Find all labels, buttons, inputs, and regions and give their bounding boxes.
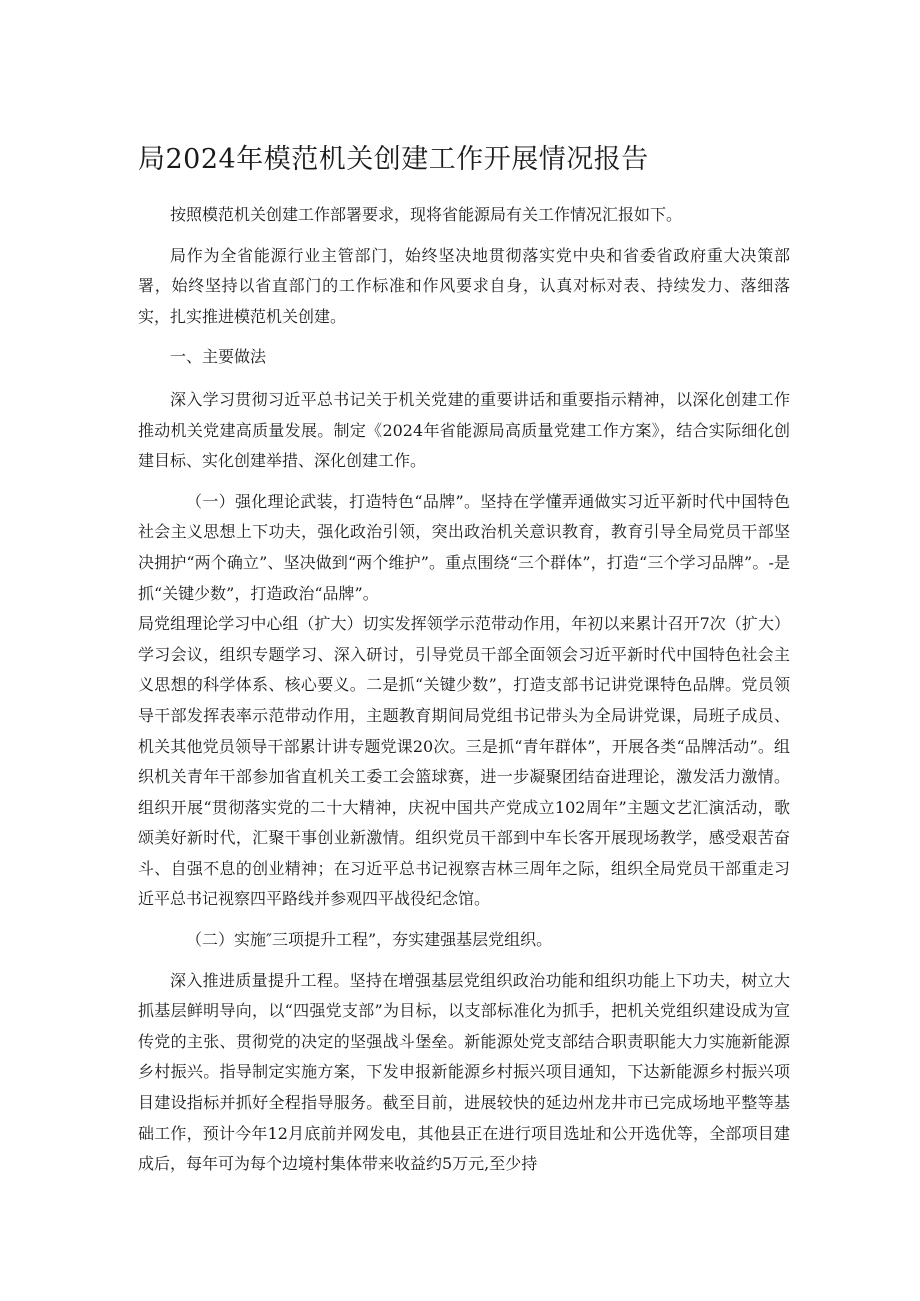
subsection-heading-theory: （一）强化理论武装，打造特色“品牌”。坚持在学懂弄通做实习近平新时代中国特色社会主义思想上下功夫，强化政治引领，突出政治机关意识教育，教育引导全局党员干部坚决拥护“两个确立”、坚决做到“两个维护”。重点围绕“三个群体”，打造“三个学习品牌”。-是抓“关键少数”，打造政治“品牌”。 bbox=[138, 491, 790, 603]
document-title: 局2024年模范机关创建工作开展情况报告 bbox=[138, 144, 649, 175]
body-paragraph: 深入学习贯彻习近平总书记关于机关党建的重要讲话和重要指示精神，以深化创建工作推动机关党建高质量发展。制定《2024年省能源局高质量党建工作方案》，结合实际细化创建目标、实化创建举措、深化创建工作。 bbox=[138, 389, 790, 471]
overview-paragraph: 局作为全省能源行业主管部门，始终坚决地贯彻落实党中央和省委省政府重大决策部署，始终坚持以省直部门的工作标准和作风要求自身，认真对标对表、持续发力、落细落实，扎实推进模范机关创建。 bbox=[138, 245, 790, 326]
body-paragraph-continued: 局党组理论学习中心组（扩大）切实发挥领学示范带动作用，年初以来累计召开7次（扩大）学习会议，组织专题学习、深入研讨，引导党员干部全面领会习近平新时代中国特色社会主义思想的科学体系、核心要义。二是抓“关键少数”，打造支部书记讲党课特色品牌。党员领导干部发挥表率示范带动作用，主题教育期间局党组书记带头为全局讲党课，局班子成员、机关其他党员领导干部累计讲专题党课20次。三是抓“青年群体”，开展各类“品牌活动”。组织机关青年干部参加省直机关工委工会篮球赛，进一步凝聚团结奋进理论，激发活力激情。组织开展“贯彻落实党的二十大精神，庆祝中国共产党成立102周年”主题文艺汇演活动，歌颂美好新时代，汇聚干事创业新激情。组织党员干部到中车长客开展现场教学，感受艰苦奋斗、自强不息的创业精神；在习近平总书记视察吉林三周年之际，组织全局党员干部重走习近平总书记视察四平路线并参观四平战役纪念馆。 bbox=[138, 614, 790, 909]
body-paragraph-quality: 深入推进质量提升工程。坚持在增强基层党组织政治功能和组织功能上下功夫，树立大抓基层鲜明导向，以“四强党支部”为目标，以支部标准化为抓手，把机关党组织建设成为宣传党的主张、贯彻党的决定的坚强战斗堡垒。新能源处党支部结合职责职能大力实施新能源乡村振兴。指导制定实施方案，下发申报新能源乡村振兴项目通知，下达新能源乡村振兴项目建设指标并抓好全程指导服务。截至目前，进展较快的延边州龙井市已完成场地平整等基础工作，预计今年12月底前并网发电，其他县正在进行项目选址和公开选优等，全部项目建成后，每年可为每个边境村集体带来收益约5万元,至少持 bbox=[138, 970, 790, 1174]
intro-paragraph: 按照模范机关创建工作部署要求，现将省能源局有关工作情况汇报如下。 bbox=[170, 205, 683, 224]
document-page bbox=[138, 140, 790, 1190]
section-heading-main-practices: 一、主要做法 bbox=[170, 347, 267, 367]
subsection-heading-three-projects: （二）实施″三项提升工程”，夯实建强基层党组织。 bbox=[186, 930, 553, 950]
